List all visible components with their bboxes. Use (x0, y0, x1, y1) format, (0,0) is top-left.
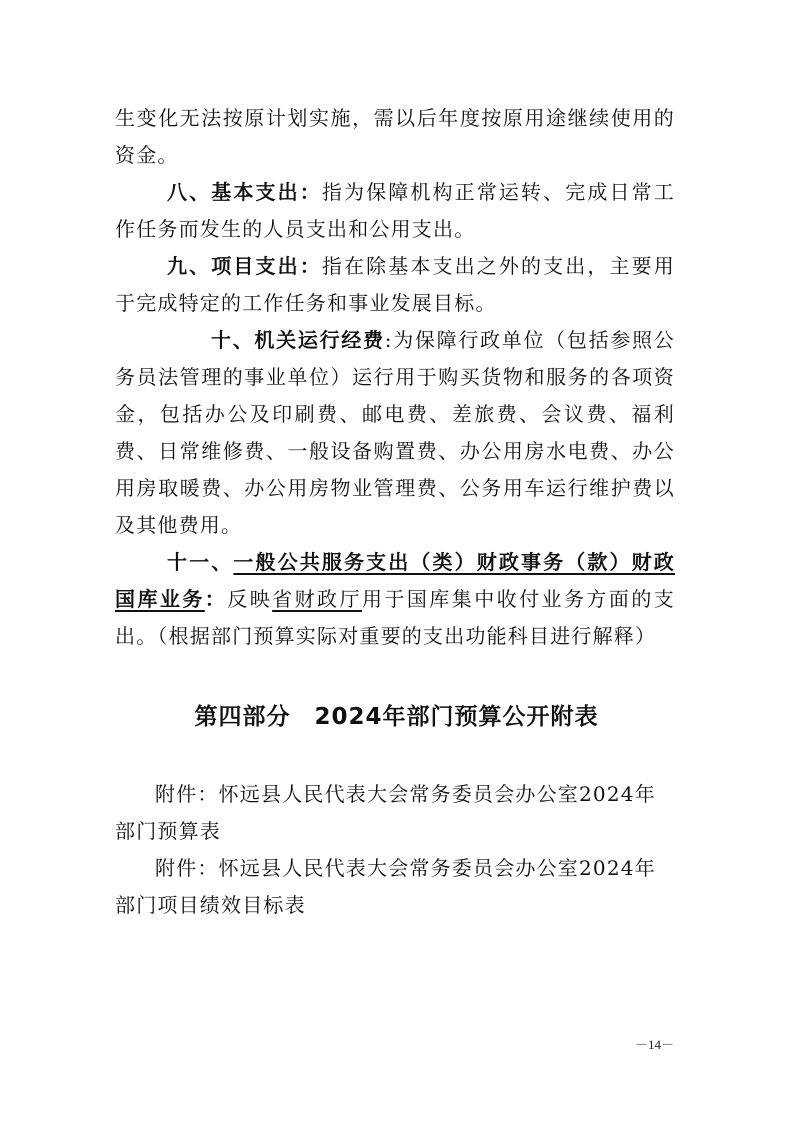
term-label-underlined: 一般公共服务支出（类）财政事务（款）财政国库业务 (115, 550, 676, 611)
continuation-paragraph: 生变化无法按原计划实施，需以后年度按原用途继续使用的资金。 (115, 106, 675, 167)
term-prefix: 十一、 (167, 550, 234, 574)
body-text (115, 100, 675, 655)
definition-basic-expenditure (115, 174, 675, 248)
definition-text: 反映 (227, 587, 273, 611)
term-label: 九、项目支出： (167, 254, 322, 278)
underlined-org-name: 省财政厅 (272, 587, 362, 611)
term-label: 八、基本支出： (167, 180, 322, 204)
attachments-list (115, 776, 675, 924)
definition-project-expenditure (115, 248, 675, 322)
term-label: 十、机关运行经费 (211, 328, 385, 352)
definition-text: :为保障行政单位（包括参照公务员法管理的事业单位）运行用于购买货物和服务的各项资金，包括办公及印刷费、邮电费、差旅费、会议费、福利费、日常维修费、一般设备购置费、办公用房水电费、办公用房取暖费、办公用房物业管理费、公务用车运行维护费以及其他费用。 (115, 328, 675, 537)
definition-text: 指在除基本支出之外的支出，主要用于完成特定的工作任务和事业发展目标。 (115, 254, 675, 315)
definition-text: 指为保障机构正常运转、完成日常工作任务而发生的人员支出和公用支出。 (115, 180, 675, 241)
definition-text: 用于国库集中收付业务方面的支出。（根据部门预算实际对重要的支出功能科目进行解释） (115, 587, 675, 648)
attachment-item: 附件：怀远县人民代表大会常务委员会办公室2024年部门项目绩效目标表 (115, 856, 656, 917)
section-heading: 第四部分 2024年部门预算公开附表 (194, 704, 599, 730)
definition-treasury-business (115, 544, 675, 655)
definition-operating-funds (115, 322, 675, 544)
attachment-item: 附件：怀远县人民代表大会常务委员会办公室2024年部门预算表 (115, 782, 656, 843)
term-colon: ： (204, 587, 228, 611)
page-number: －14－ (635, 1037, 675, 1052)
